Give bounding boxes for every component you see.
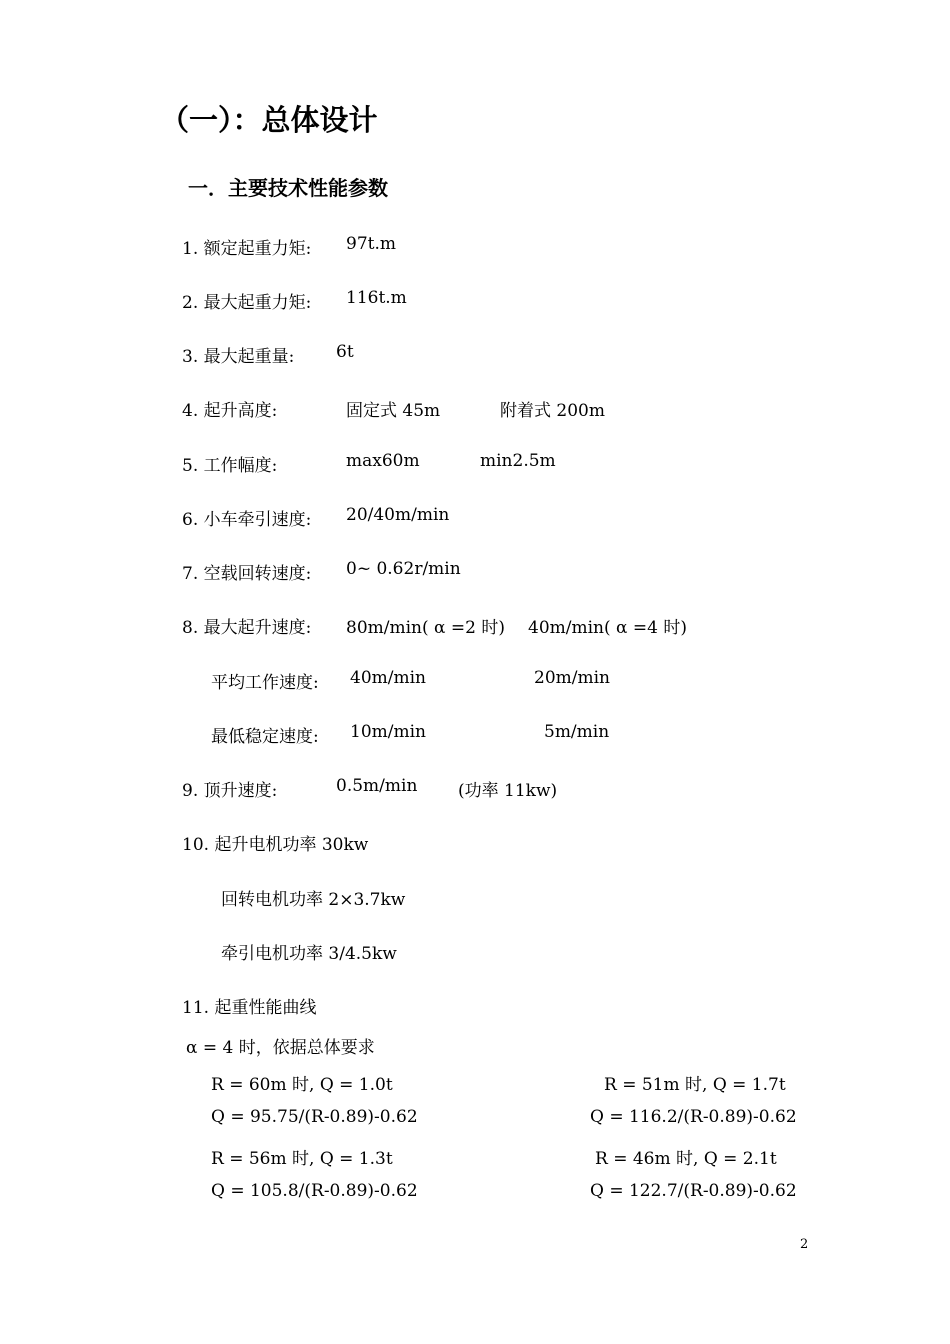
spec-label: 9. 顶升速度: bbox=[182, 781, 278, 801]
spec-label: 3. 最大起重量: bbox=[182, 347, 295, 367]
spec-label: 6. 小车牵引速度: bbox=[182, 510, 312, 530]
spec-value-2: min2.5m bbox=[480, 451, 556, 471]
spec-label: 平均工作速度: bbox=[211, 673, 319, 693]
spec-value: 20/40m/min bbox=[346, 505, 450, 525]
spec-label: 回转电机功率 2×3.7kw bbox=[221, 890, 406, 910]
page-number: 2 bbox=[800, 1237, 809, 1252]
curve-line-left: Q = 105.8/(R-0.89)-0.62 bbox=[211, 1181, 418, 1201]
curve-line-right: Q = 116.2/(R-0.89)-0.62 bbox=[590, 1107, 797, 1127]
curve-line-right: R = 51m 时, Q = 1.7t bbox=[604, 1075, 786, 1095]
spec-value: 97t.m bbox=[346, 234, 396, 254]
spec-value: 116t.m bbox=[346, 288, 407, 308]
spec-value: max60m bbox=[346, 451, 420, 471]
spec-value: 80m/min( α =2 时) bbox=[346, 618, 506, 638]
spec-label: 10. 起升电机功率 30kw bbox=[182, 835, 369, 855]
spec-value: 0~ 0.62r/min bbox=[346, 559, 461, 579]
spec-label: 1. 额定起重力矩: bbox=[182, 239, 312, 259]
spec-label: 8. 最大起升速度: bbox=[182, 618, 312, 638]
spec-label: 最低稳定速度: bbox=[211, 727, 319, 747]
spec-value: 0.5m/min bbox=[336, 776, 418, 796]
curve-intro: α = 4 时，依据总体要求 bbox=[186, 1038, 375, 1058]
spec-label: 2. 最大起重力矩: bbox=[182, 293, 312, 313]
spec-label: 牵引电机功率 3/4.5kw bbox=[221, 944, 397, 964]
spec-label: 7. 空载回转速度: bbox=[182, 564, 312, 584]
spec-value-2: 附着式 200m bbox=[500, 401, 605, 421]
spec-value-2: 5m/min bbox=[544, 722, 610, 742]
section-title: 一．主要技术性能参数 bbox=[188, 176, 388, 200]
spec-label: 11. 起重性能曲线 bbox=[182, 998, 317, 1018]
curve-line-left: Q = 95.75/(R-0.89)-0.62 bbox=[211, 1107, 418, 1127]
spec-label: 4. 起升高度: bbox=[182, 401, 278, 421]
spec-value-2: (功率 11kw) bbox=[458, 781, 558, 801]
curve-line-left: R = 56m 时, Q = 1.3t bbox=[211, 1149, 393, 1169]
spec-value-2: 20m/min bbox=[534, 668, 610, 688]
spec-value: 10m/min bbox=[350, 722, 426, 742]
page-heading: （一）：总体设计 bbox=[160, 103, 378, 137]
spec-value: 40m/min bbox=[350, 668, 426, 688]
curve-line-right: R = 46m 时, Q = 2.1t bbox=[595, 1149, 777, 1169]
curve-line-right: Q = 122.7/(R-0.89)-0.62 bbox=[590, 1181, 797, 1201]
curve-line-left: R = 60m 时, Q = 1.0t bbox=[211, 1075, 393, 1095]
spec-label: 5. 工作幅度: bbox=[182, 456, 278, 476]
spec-value: 固定式 45m bbox=[346, 401, 441, 421]
spec-value: 6t bbox=[336, 342, 354, 362]
spec-value-2: 40m/min( α =4 时) bbox=[528, 618, 688, 638]
